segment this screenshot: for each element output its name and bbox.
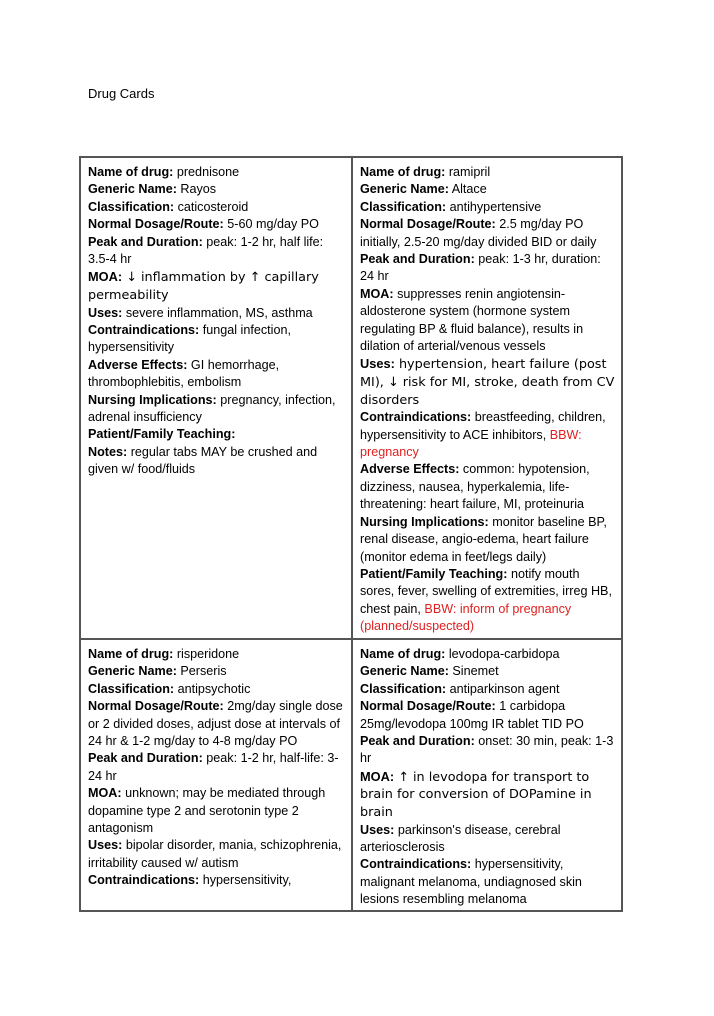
field-contraindications: [360, 409, 617, 461]
field-label: Classification:: [88, 681, 175, 696]
field-peak: [88, 234, 345, 269]
field-label: Uses:: [88, 305, 123, 320]
field-generic: [360, 663, 617, 680]
field-label: Uses:: [88, 838, 123, 853]
field-label: MOA:: [360, 768, 395, 784]
field-contraindications: [88, 322, 345, 357]
field-label: Uses:: [360, 822, 395, 837]
field-label: Normal Dosage/Route:: [88, 217, 224, 232]
field-label: Contraindications:: [360, 857, 472, 872]
field-value: peak: 1-2 hr, half life: 3.5-4 hr: [88, 234, 324, 267]
field-dosage: [360, 216, 617, 251]
field-value: onset: 30 min, peak: 1-3 hr: [360, 734, 614, 766]
field-value: 2mg/day single dose or 2 divided doses, adjust dose at intervals of 24 hr & 1-2 mg/day to 4-8 mg/day PO: [88, 699, 343, 749]
field-value: hypertension, heart failure (post MI), ↓ risk for MI, stroke, death from CV disorders: [360, 357, 615, 408]
field-label: Generic Name:: [360, 664, 449, 679]
field-notes: [88, 444, 345, 479]
field-label: Classification:: [88, 199, 175, 214]
document-title: Drug Cards: [88, 86, 155, 101]
field-value: levodopa-carbidopa: [448, 647, 560, 661]
field-peak: [88, 750, 345, 785]
field-label: MOA:: [360, 286, 394, 301]
field-value: risperidone: [176, 647, 240, 661]
field-value: 5-60 mg/day PO: [227, 217, 319, 232]
field-value: prednisone: [176, 165, 240, 179]
field-value: antipsychotic: [177, 681, 251, 696]
field-label: Name of drug:: [88, 647, 174, 661]
drug-card-risperidone: [81, 640, 353, 910]
field-label: MOA:: [88, 269, 123, 285]
field-adverse: [360, 461, 617, 513]
field-teaching: [88, 426, 345, 443]
field-teaching: [360, 566, 617, 636]
field-generic: [360, 181, 617, 198]
field-label: Normal Dosage/Route:: [88, 699, 224, 714]
field-label: Normal Dosage/Route:: [360, 217, 496, 232]
field-name: [360, 164, 617, 181]
field-value: peak: 1-2 hr, half-life: 3-24 hr: [88, 751, 339, 783]
field-value: common: hypotension, dizziness, nausea, hyperkalemia, life-threatening: heart failure, MI, proteinuria: [360, 462, 590, 512]
field-dosage: [360, 698, 617, 733]
field-value: ↑ in levodopa for transport to brain for conversion of DOPamine in brain: [360, 769, 592, 821]
field-value: unknown; may be mediated through dopamine type 2 and serotonin type 2 antagonism: [88, 786, 326, 836]
black-box-warning: BBW: pregnancy: [360, 427, 582, 460]
field-classification: [88, 681, 345, 698]
field-label: Uses:: [360, 356, 395, 372]
field-label: Peak and Duration:: [360, 252, 475, 267]
field-generic: [88, 663, 345, 680]
field-label: Generic Name:: [88, 182, 177, 197]
field-moa: [360, 286, 617, 356]
field-value: hypersensitivity, malignant melanoma, undiagnosed skin lesions resembling melanoma: [360, 857, 582, 907]
field-value: peak: 1-3 hr, duration: 24 hr: [360, 252, 601, 284]
field-label: Nursing Implications:: [360, 514, 489, 529]
field-value: GI hemorrhage, thrombophlebitis, embolism: [88, 357, 280, 390]
field-value: Altace: [451, 182, 487, 197]
field-uses: [360, 822, 617, 857]
field-label: MOA:: [88, 786, 122, 801]
field-name: [88, 164, 345, 181]
field-peak: [360, 251, 617, 286]
field-label: Patient/Family Teaching:: [360, 566, 508, 581]
field-classification: [360, 681, 617, 698]
field-label: Name of drug:: [360, 647, 446, 661]
field-moa: [88, 785, 345, 837]
field-label: Contraindications:: [88, 323, 200, 338]
field-value: parkinson's disease, cerebral arteriosclerosis: [360, 822, 561, 855]
black-box-warning: BBW: inform of pregnancy (planned/suspected): [360, 601, 572, 634]
field-label: Patient/Family Teaching:: [88, 427, 236, 442]
field-label: Classification:: [360, 681, 447, 696]
field-dosage: [88, 698, 345, 750]
field-adverse: [88, 357, 345, 392]
field-label: Peak and Duration:: [88, 234, 203, 249]
field-uses: [88, 837, 345, 872]
field-uses: [88, 305, 345, 322]
field-nursing: [360, 514, 617, 566]
field-value: 2.5 mg/day PO initially, 2.5-20 mg/day divided BID or daily: [360, 217, 597, 249]
field-value: fungal infection, hypersensitivity: [88, 323, 291, 355]
field-value: regular tabs MAY be crushed and given w/ food/fluids: [88, 444, 318, 477]
field-value: ramipril: [448, 165, 491, 179]
field-value: pregnancy, infection, adrenal insufficiency: [88, 392, 336, 425]
field-value: 1 carbidopa 25mg/levodopa 100mg IR tablet TID PO: [360, 699, 584, 731]
field-label: Nursing Implications:: [88, 392, 217, 407]
field-name: [360, 646, 617, 663]
field-value: Sinemet: [452, 664, 499, 679]
field-label: Generic Name:: [88, 664, 177, 679]
field-value: Rayos: [180, 182, 217, 197]
field-value: hypersensitivity,: [202, 873, 292, 888]
field-classification: [360, 199, 617, 216]
field-name: [88, 646, 345, 663]
field-label: Adverse Effects:: [88, 357, 188, 372]
field-label: Contraindications:: [88, 873, 200, 888]
field-value: antiparkinson agent: [449, 681, 560, 696]
field-label: Generic Name:: [360, 182, 449, 197]
field-label: Name of drug:: [88, 165, 174, 179]
field-label: Name of drug:: [360, 165, 446, 179]
field-value: ↓ inflammation by ↑ capillary permeability: [88, 270, 319, 304]
field-moa: [360, 768, 617, 822]
field-contraindications: [88, 872, 345, 889]
field-value: antihypertensive: [449, 199, 542, 214]
field-value: Perseris: [180, 664, 227, 679]
field-nursing: [88, 392, 345, 427]
drug-card-prednisone: [81, 158, 353, 640]
drug-cards-table: [79, 156, 623, 912]
field-label: Notes:: [88, 444, 128, 459]
field-label: Normal Dosage/Route:: [360, 699, 496, 714]
field-value: bipolar disorder, mania, schizophrenia, irritability caused w/ autism: [88, 838, 342, 870]
field-value: suppresses renin angiotensin-aldosterone system (hormone system regulating BP & fluid balance), results in dilation of arterial/venous vessels: [360, 286, 584, 354]
field-label: Peak and Duration:: [360, 734, 475, 749]
field-label: Contraindications:: [360, 410, 472, 425]
field-label: Classification:: [360, 199, 447, 214]
field-value: severe inflammation, MS, asthma: [125, 305, 313, 320]
field-classification: [88, 199, 345, 216]
field-value: monitor baseline BP, renal disease, angio-edema, heart failure (monitor edema in feet/legs daily): [360, 514, 607, 564]
drug-card-levodopa-carbidopa: [353, 640, 623, 910]
field-contraindications: [360, 856, 617, 908]
drug-card-ramipril: [353, 158, 623, 640]
field-generic: [88, 181, 345, 198]
field-value: breastfeeding, children, hypersensitivity to ACE inhibitors,: [360, 410, 606, 442]
field-label: Adverse Effects:: [360, 462, 460, 477]
field-moa: [88, 268, 345, 304]
field-peak: [360, 733, 617, 768]
field-uses: [360, 355, 617, 409]
field-label: Peak and Duration:: [88, 751, 203, 766]
field-value: notify mouth sores, fever, swelling of extremities, irreg HB, chest pain,: [360, 566, 612, 616]
field-value: caticosteroid: [177, 199, 249, 214]
field-dosage: [88, 216, 345, 233]
